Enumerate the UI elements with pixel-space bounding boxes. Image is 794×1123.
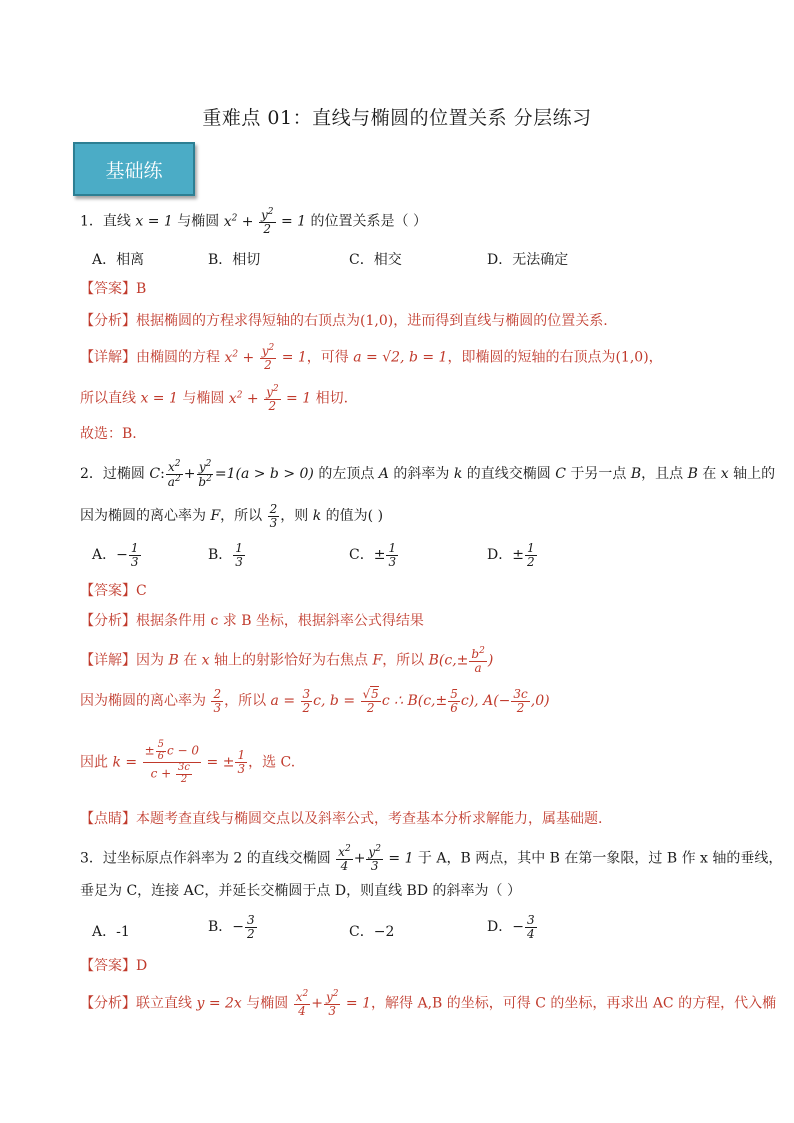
q3-analysis: 【分析】联立直线 y = 2x 与椭圆 $\frac{x^2}{4}$ + $\frac{y^2}{3}$ = 1，解得 A,B 的坐标，可得 C 的坐标，再求出 AC 的方程，代入椭 <box>80 989 777 1018</box>
q2-comment: 【点睛】本题考查直线与椭圆交点以及斜率公式，考查基本分析求解能力，属基础题. <box>80 811 603 827</box>
q2-stem: 2．过椭圆 C: $\frac{x^2}{a^2}$ + $\frac{y^2}{b^2}$ =1(a > b > 0) 的左顶点 A 的斜率为 k 的直线交椭圆 C 于另一点 B，且点 B 在 x 轴上的 <box>80 459 776 489</box>
q2-option-d: D．± $\frac{1}{2}$ <box>487 541 535 569</box>
page-title: 重难点 01：直线与椭圆的位置关系 分层练习 <box>202 107 592 129</box>
q2-detail-line2: 因为椭圆的离心率为 $\frac{2}{3}$ ，所以 a = $\frac{3}{2}$ c, b = $\frac{√5}{2}$ c ∴ B(c,± $\frac{5}{6}$ c), A(− $\frac{3c}{2}$ ,0) <box>80 687 550 715</box>
q3-stem: 3．过坐标原点作斜率为 2 的直线交椭圆 $\frac{x^2}{4}$ + $\frac{y^2}{3}$ = 1 于 A，B 两点，其中 B 在第一象限，过 B 作 x 轴的垂线， <box>80 844 783 873</box>
section-badge: 基础练 <box>73 142 195 196</box>
q3-option-d: D．− $\frac{3}{4}$ <box>487 913 535 941</box>
q1-option-b: B．相切 <box>208 252 261 268</box>
q2-answer: 【答案】C <box>80 583 147 599</box>
q2-detail-line3: 因此 k = ± $\frac{5}{6}$ c − 0 c + $\frac{3c}{2}$ = ± $\frac{1}{3}$ ，选 C. <box>80 739 296 785</box>
q3-option-a: A．-1 <box>92 924 130 940</box>
q1-option-c: C．相交 <box>349 252 402 268</box>
q1-conclusion: 故选：B. <box>80 426 137 442</box>
q1-stem-text: 1．直线 <box>80 213 136 230</box>
q2-analysis: 【分析】根据条件用 c 求 B 坐标，根据斜率公式得结果 <box>80 613 424 629</box>
q3-option-b: B．− $\frac{3}{2}$ <box>208 913 255 941</box>
q2-stem-line2: 因为椭圆的离心率为 F，所以 $\frac{2}{3}$ ，则 k 的值为( ) <box>80 502 384 530</box>
q3-option-c: C．−2 <box>349 924 395 940</box>
q3-stem-line2: 垂足为 C，连接 AC，并延长交椭圆于点 D，则直线 BD 的斜率为（ ） <box>80 883 521 899</box>
q3-answer: 【答案】D <box>80 958 148 974</box>
q1-stem: 1．直线 x = 1 与椭圆 $x^2$ + $\frac{y^2}{2}$ = 1 的位置关系是（ ） <box>80 207 427 236</box>
q1-detail: 【详解】由椭圆的方程 $x^2$ + $\frac{y^2}{2}$ = 1，可得 a = √2, b = 1，即椭圆的短轴的右顶点为(1,0)， <box>80 343 663 372</box>
q2-option-c: C．± $\frac{1}{3}$ <box>349 541 397 569</box>
q1-option-a: A．相离 <box>92 252 145 268</box>
q1-answer: 【答案】B <box>80 281 147 297</box>
q1-option-d: D．无法确定 <box>487 252 569 268</box>
q2-option-a: A．− $\frac{1}{3}$ <box>92 541 139 569</box>
q1-detail-line2: 所以直线 x = 1 与椭圆 $x^2$ + $\frac{y^2}{2}$ = 1 相切. <box>80 384 349 413</box>
q1-analysis: 【分析】根据椭圆的方程求得短轴的右顶点为(1,0)，进而得到直线与椭圆的位置关系. <box>80 313 608 329</box>
q2-option-b: B． $\frac{1}{3}$ <box>208 541 243 569</box>
q2-detail: 【详解】因为 B 在 x 轴上的射影恰好为右焦点 F，所以 B(c,± $\frac{b^2}{a}$ ) <box>80 646 494 675</box>
